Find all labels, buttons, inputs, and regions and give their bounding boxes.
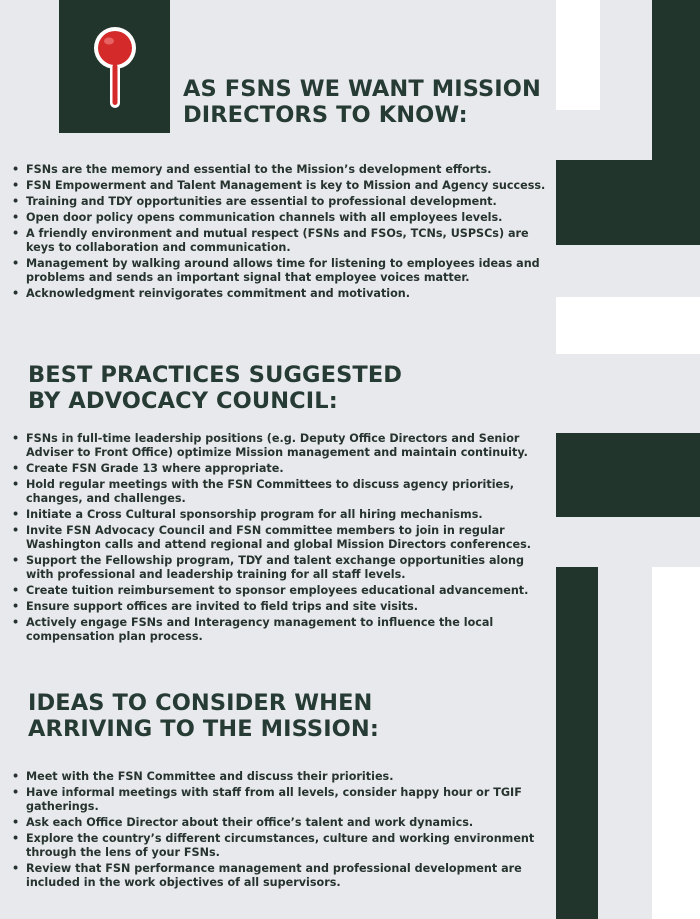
list-item: • Meet with the FSN Committee and discuss their priorities. bbox=[12, 770, 542, 784]
section2-heading-line2: BY ADVOCACY COUNCIL: bbox=[28, 388, 338, 414]
list-item: • Management by walking around allows time for listening to employees ideas and problems and sends an important signal that employee voices matter. bbox=[12, 257, 552, 285]
list-item: • FSNs in full-time leadership positions (e.g. Deputy Office Directors and Senior Adviser to Front Office) optimize Mission management and maintain continuity. bbox=[12, 432, 542, 460]
list-item: • Hold regular meetings with the FSN Committees to discuss agency priorities, changes, and challenges. bbox=[12, 478, 542, 506]
decor-bar-lower bbox=[556, 567, 598, 919]
list-item: • Initiate a Cross Cultural sponsorship program for all hiring mechanisms. bbox=[12, 508, 542, 522]
list-item: • Acknowledgment reinvigorates commitment and motivation. bbox=[12, 287, 552, 301]
list-item: • Ensure support offices are invited to field trips and site visits. bbox=[12, 600, 542, 614]
decor-bar-upper bbox=[556, 160, 700, 245]
decor-bar-top-right bbox=[652, 0, 700, 160]
list-item: • Review that FSN performance management and professional development are included in the work objectives of all supervisors. bbox=[12, 862, 542, 890]
section2-heading bbox=[28, 362, 402, 414]
section3-heading-line2: ARRIVING TO THE MISSION: bbox=[28, 716, 379, 742]
white-block-lower bbox=[652, 567, 700, 919]
pushpin-icon bbox=[87, 20, 143, 112]
list-item: • Have informal meetings with staff from all levels, consider happy hour or TGIF gatherings. bbox=[12, 786, 542, 814]
list-item: • Create tuition reimbursement to sponsor employees educational advancement. bbox=[12, 584, 542, 598]
list-item: • A friendly environment and mutual respect (FSNs and FSOs, TCNs, USPSCs) are keys to collaboration and communication. bbox=[12, 227, 552, 255]
list-item: • Create FSN Grade 13 where appropriate. bbox=[12, 462, 542, 476]
section1-list bbox=[12, 163, 552, 303]
section1-heading-line1: AS FSNS WE WANT MISSION bbox=[183, 76, 541, 102]
section2-heading-line1: BEST PRACTICES SUGGESTED bbox=[28, 362, 403, 388]
list-item: • Open door policy opens communication channels with all employees levels. bbox=[12, 211, 552, 225]
list-item: • Support the Fellowship program, TDY and talent exchange opportunities along with professional and leadership training for all staff levels. bbox=[12, 554, 542, 582]
section1-heading bbox=[183, 76, 541, 128]
list-item: • Invite FSN Advocacy Council and FSN committee members to join in regular Washington calls and attend regional and global Mission Directors conferences. bbox=[12, 524, 542, 552]
list-item: • Actively engage FSNs and Interagency management to influence the local compensation plan process. bbox=[12, 616, 542, 644]
list-item: • Ask each Office Director about their office’s talent and work dynamics. bbox=[12, 816, 542, 830]
decor-bar-middle bbox=[556, 433, 700, 517]
list-item: • Training and TDY opportunities are essential to professional development. bbox=[12, 195, 552, 209]
pin-badge bbox=[59, 0, 170, 133]
list-item: • Explore the country’s different circumstances, culture and working environment through the lens of your FSNs. bbox=[12, 832, 542, 860]
white-block-top bbox=[556, 0, 600, 110]
section3-heading bbox=[28, 690, 379, 742]
section3-list bbox=[12, 770, 542, 892]
white-block-middle bbox=[556, 297, 700, 354]
section2-list bbox=[12, 432, 542, 646]
list-item: • FSNs are the memory and essential to the Mission’s development efforts. bbox=[12, 163, 552, 177]
section3-heading-line1: IDEAS TO CONSIDER WHEN bbox=[28, 690, 373, 716]
list-item: • FSN Empowerment and Talent Management is key to Mission and Agency success. bbox=[12, 179, 552, 193]
section1-heading-line2: DIRECTORS TO KNOW: bbox=[183, 102, 468, 128]
